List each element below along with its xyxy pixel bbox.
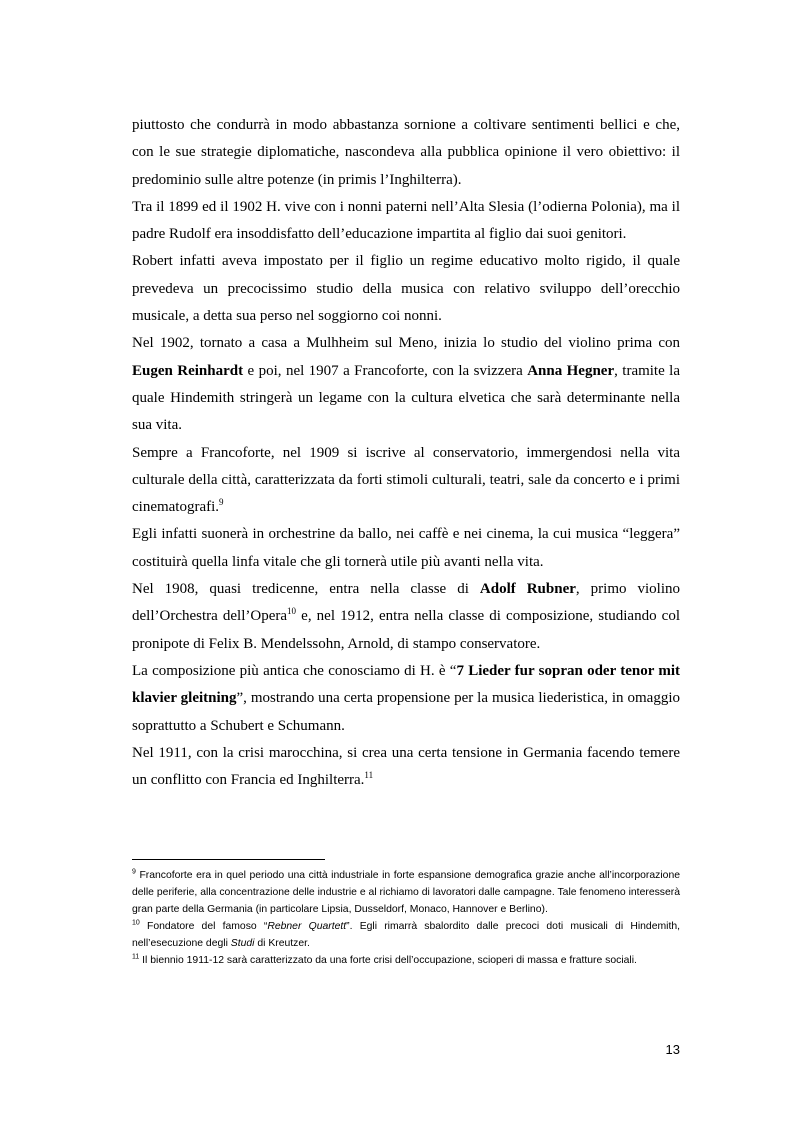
- bold-text: Anna Hegner: [527, 362, 615, 379]
- paragraph: [132, 658, 680, 740]
- text-run: Robert infatti aveva impostato per il figlio un regime educativo molto rigido, il quale prevedeva un precocissimo studio della musica con relativo sviluppo dell’orecchio musicale, a detta sua perso nel soggiorno coi nonni.: [132, 253, 680, 325]
- text-run: Egli infatti suonerà in orchestrine da ballo, nei caffè e nei cinema, la cui musica “leggera” costituirà quella linfa vitale che gli tornerà utile più avanti nella vita.: [132, 526, 680, 570]
- text-run: Sempre a Francoforte, nel 1909 si iscrive al conservatorio, immergendosi nella vita culturale della città, caratterizzata da forti stimoli culturali, teatri, sale da concerto e i primi cinematografi.: [132, 444, 680, 516]
- text-run: Fondatore del famoso “: [139, 921, 268, 932]
- text-run: Il biennio 1911-12 sarà caratterizzato da una forte crisi dell’occupazione, scioperi di massa e fratture sociali.: [139, 955, 637, 966]
- text-run: Nel 1908, quasi tredicenne, entra nella classe di: [132, 581, 480, 598]
- text-run: e poi, nel 1907 a Francoforte, con la svizzera: [243, 362, 528, 379]
- footnote-separator: [132, 859, 325, 860]
- bold-text: Eugen Reinhardt: [132, 362, 244, 379]
- text-run: ”. Egli rimarrà sbalordito dalle precoci doti musicali di Hindemith, nell’esecuzione degli: [132, 921, 680, 949]
- paragraph: [132, 112, 680, 194]
- text-run: , primo violino dell’Orchestra dell’Opera: [132, 581, 680, 625]
- paragraph: [132, 576, 680, 658]
- footnote-ref: 11: [132, 953, 140, 961]
- text-run: La composizione più antica che conosciamo di H. è “: [132, 662, 457, 679]
- text-run: piuttosto che condurrà in modo abbastanza sornione a coltivare sentimenti bellici e che, con le sue strategie diplomatiche, nascondeva alla pubblica opinione il vero obiettivo: il predominio sulle altre potenze (in primis l’Inghilterra).: [132, 117, 680, 188]
- paragraph: [132, 330, 680, 439]
- footnote: [132, 918, 680, 952]
- body-text: [132, 112, 680, 794]
- text-run: Nel 1902, tornato a casa a Mulhheim sul Meno, inizia lo studio del violino prima con: [132, 335, 680, 352]
- italic-text: Rebner Quartett: [267, 921, 347, 932]
- footnote-ref: 11: [364, 770, 374, 781]
- footnote-ref: 10: [287, 606, 297, 617]
- footnote-ref: 9: [219, 497, 224, 508]
- text-run: Nel 1911, con la crisi marocchina, si crea una certa tensione in Germania facendo temere un conflitto con Francia ed Inghilterra.: [132, 744, 680, 789]
- footnote-ref: 9: [132, 868, 136, 876]
- paragraph: [132, 740, 680, 795]
- paragraph: [132, 248, 680, 330]
- bold-text: Adolf Rubner: [479, 581, 576, 598]
- text-run: , tramite la quale Hindemith stringerà un legame con la cultura elvetica che sarà determinante nella sua vita.: [132, 362, 681, 434]
- text-run: ”, mostrando una certa propensione per la musica liederistica, in omaggio soprattutto a Schubert e Schumann.: [132, 690, 680, 734]
- page-number: 13: [665, 1042, 680, 1057]
- footnote: [132, 952, 680, 969]
- paragraph: [132, 194, 680, 249]
- italic-text: Studi: [230, 938, 255, 949]
- footnote-ref: 10: [132, 919, 140, 927]
- text-run: e, nel 1912, entra nella classe di composizione, studiando col pronipote di Felix B. Mendelssohn, Arnold, di stampo conservatore.: [132, 608, 681, 652]
- bold-text: 7 Lieder fur sopran oder tenor mit klavier gleitning: [132, 662, 681, 707]
- text-run: Tra il 1899 ed il 1902 H. vive con i nonni paterni nell’Alta Slesia (l’odierna Polonia), ma il padre Rudolf era insoddisfatto dell’educazione impartita al figlio dai suoi genitori.: [132, 198, 680, 243]
- footnote: [132, 867, 680, 918]
- text-run: di Kreutzer.: [254, 938, 310, 949]
- footnotes: [132, 867, 680, 969]
- text-run: Francoforte era in quel periodo una città industriale in forte espansione demografica grazie anche all’incorporazione delle periferie, alla concentrazione delle industrie e al richiamo di lavoratori dalle campagne. Tale fenomeno interesserà gran parte della Germania (in particolare Lipsia, Dusseldorf, Monaco, Hannover e Berlino).: [132, 870, 680, 915]
- paragraph: [132, 521, 680, 576]
- paragraph: [132, 440, 680, 522]
